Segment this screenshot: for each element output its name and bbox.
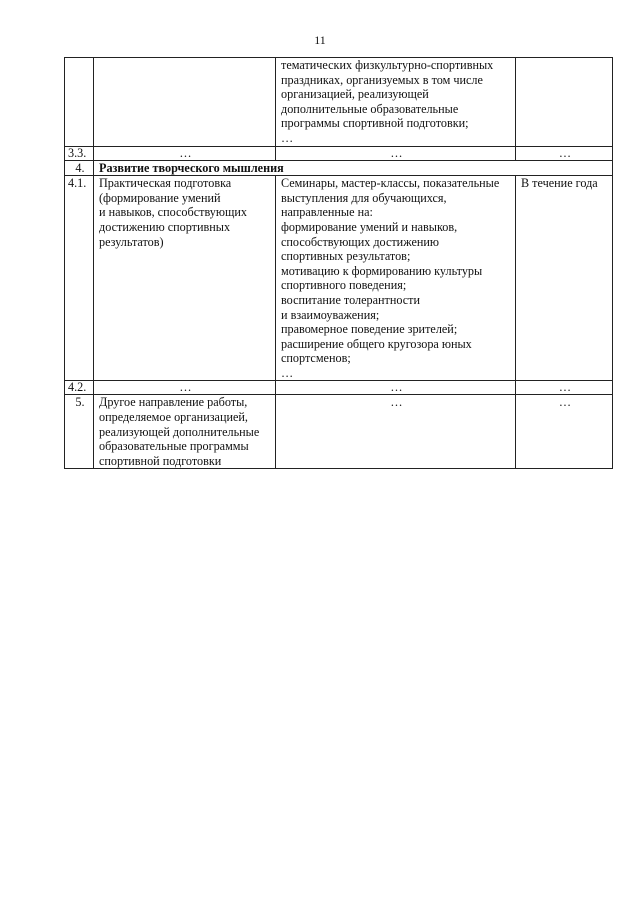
page-number: 11: [314, 33, 326, 47]
cell-deadline: [516, 58, 613, 147]
text-line: спортивного поведения;: [281, 278, 407, 293]
text-line: правомерное поведение зрителей;: [281, 322, 458, 337]
cell-direction: …: [94, 381, 276, 395]
text-line: тематических физкультурно-спортивных: [281, 58, 494, 72]
text-line: воспитание толерантности: [281, 292, 421, 307]
cell-deadline: …: [516, 381, 613, 395]
cell-deadline: …: [516, 146, 613, 160]
text-line: праздниках, организуемых в том числе: [281, 72, 483, 87]
table-row-section-4: [65, 160, 613, 176]
cell-number: [65, 58, 94, 147]
text-line: способствующих достижению: [281, 234, 440, 249]
text-line: …: [281, 130, 294, 145]
text-line: Практическая подготовка: [99, 176, 232, 191]
cell-number: 5.: [65, 395, 94, 469]
text-line: мотивацию к формированию культуры: [281, 263, 483, 278]
text-line: выступления для обучающихся,: [281, 190, 447, 205]
table-row-4-2: [65, 381, 613, 395]
cell-direction: [94, 395, 276, 469]
cell-activities: …: [276, 395, 516, 469]
table-row-4-1: [65, 176, 613, 381]
text-line: Семинары, мастер-классы, показательные: [281, 176, 500, 191]
text-line: достижению спортивных: [99, 219, 231, 234]
sport-training-plan-table: [64, 57, 613, 469]
text-line: определяемое организацией,: [99, 410, 248, 425]
text-line: Другое направление работы,: [99, 395, 248, 410]
text-line: и взаимоуважения;: [281, 307, 380, 322]
text-line: формирование умений и навыков,: [281, 219, 458, 234]
section-title: Развитие творческого мышления: [94, 160, 613, 176]
text-line: расширение общего кругозора юных: [281, 336, 472, 351]
cell-activities: [276, 58, 516, 147]
cell-direction: [94, 176, 276, 381]
table-row-3-3: [65, 146, 613, 160]
cell-deadline: …: [516, 395, 613, 469]
text-line: реализующей дополнительные: [99, 424, 260, 439]
cell-activities: [276, 176, 516, 381]
text-line: и навыков, способствующих: [99, 205, 247, 220]
cell-number: 4.2.: [65, 381, 94, 395]
text-line: результатов): [99, 234, 164, 249]
cell-activities: …: [276, 381, 516, 395]
text-line: спортивной подготовки: [99, 453, 222, 468]
cell-number: 3.3.: [65, 146, 94, 160]
text-line: программы спортивной подготовки;: [281, 116, 469, 131]
cell-direction: [94, 58, 276, 147]
cell-activities: …: [276, 146, 516, 160]
table-row-5: [65, 395, 613, 469]
text-line: дополнительные образовательные: [281, 101, 459, 116]
text-line: (формирование умений: [99, 190, 221, 205]
cell-number: 4.1.: [65, 176, 94, 381]
text-line: образовательные программы: [99, 439, 249, 454]
table-row-continuation: [65, 58, 613, 147]
cell-number: 4.: [65, 160, 94, 176]
text-line: …: [281, 365, 294, 380]
text-line: организацией, реализующей: [281, 87, 429, 102]
text-line: направленные на:: [281, 205, 373, 220]
text-line: спортивных результатов;: [281, 249, 411, 264]
text-line: спортсменов;: [281, 351, 351, 366]
cell-direction: …: [94, 146, 276, 160]
cell-deadline: В течение года: [516, 176, 613, 381]
